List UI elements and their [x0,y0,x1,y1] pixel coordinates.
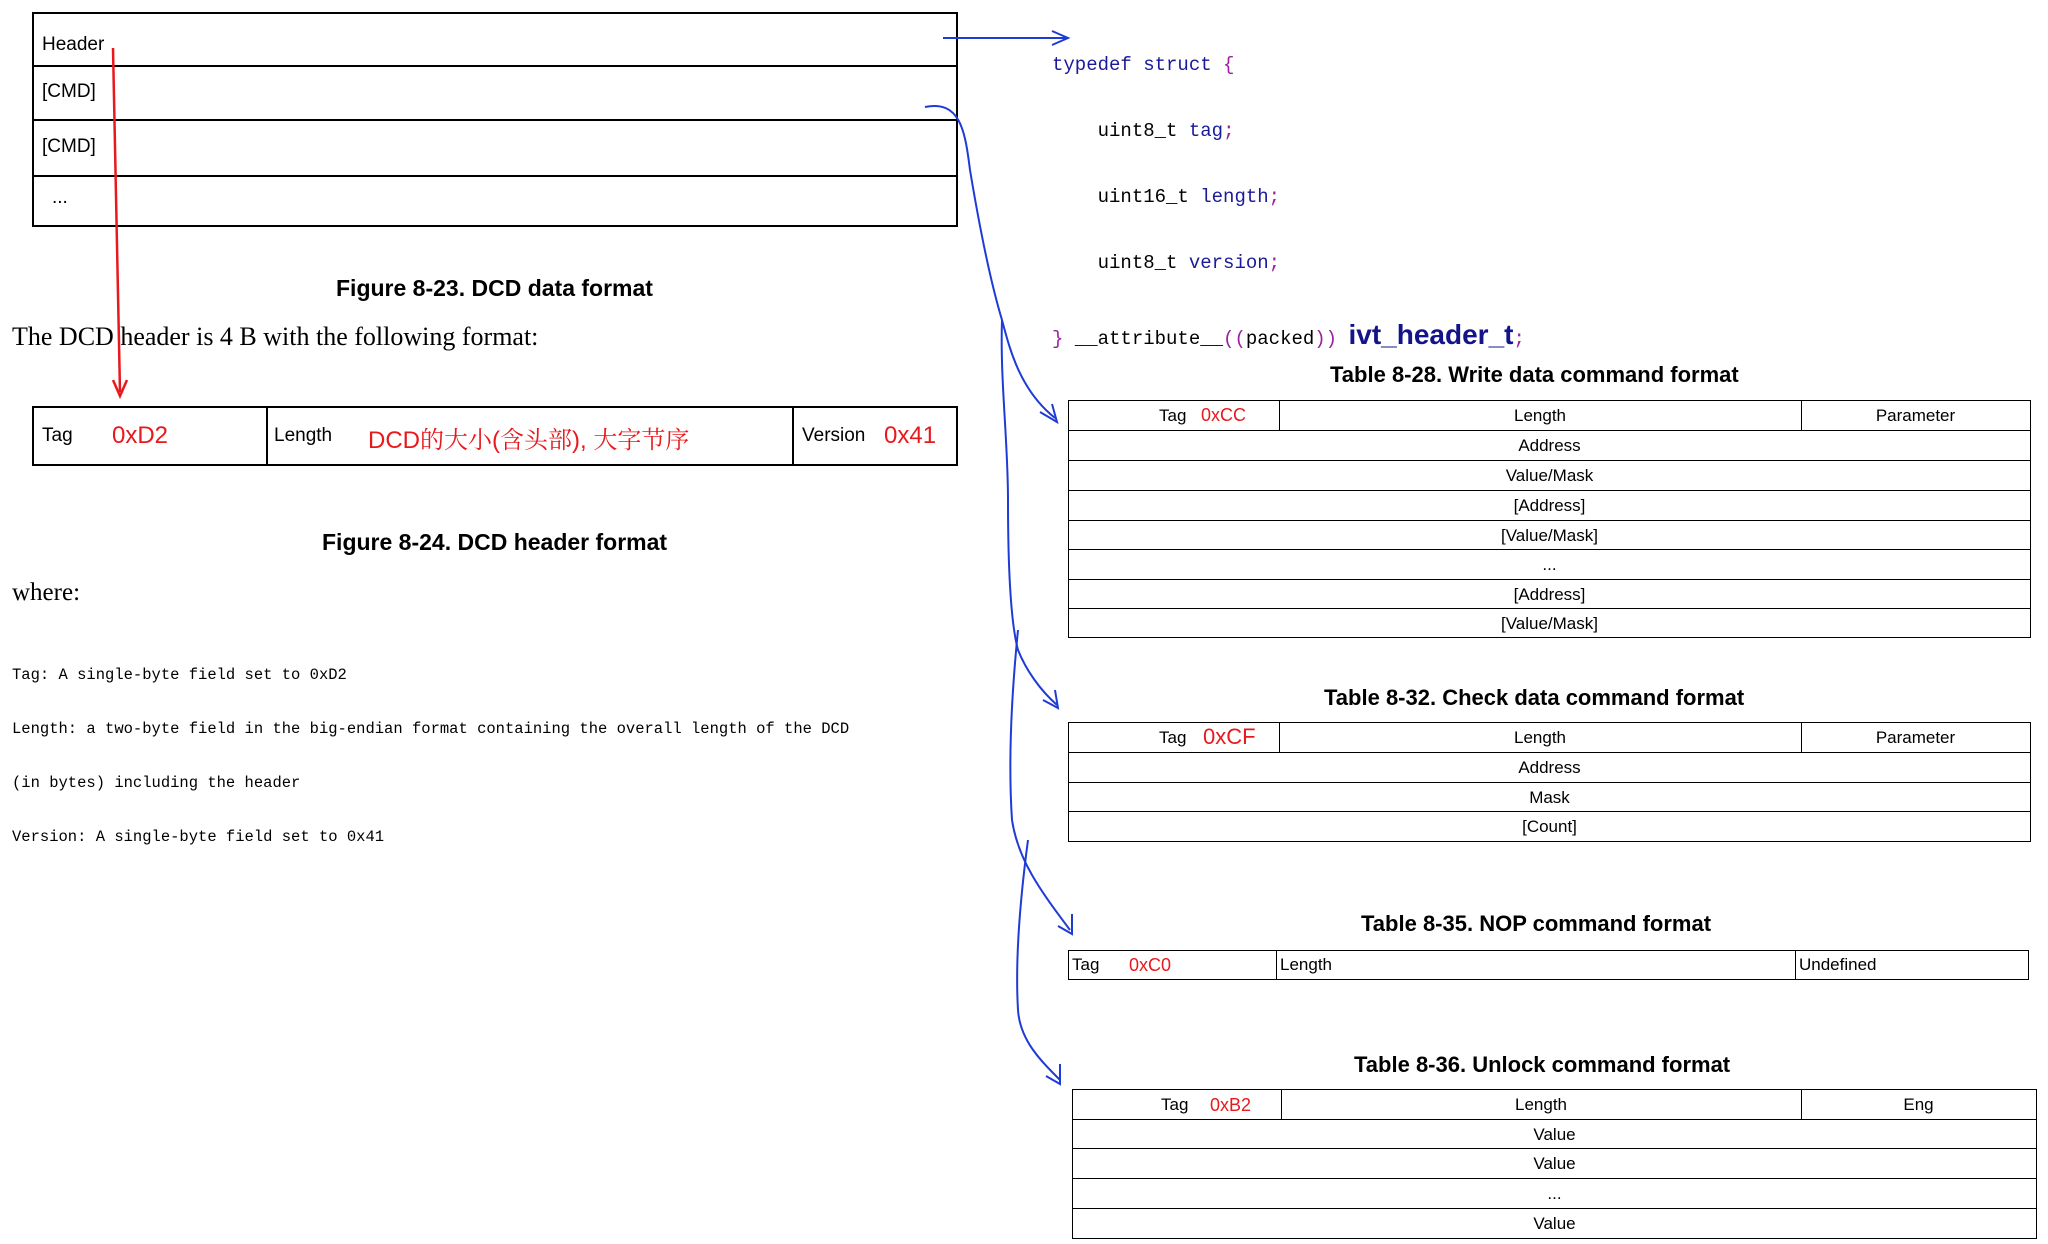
where-label: where: [12,579,81,606]
length-note-annotation: DCD的大小(含头部), 大字节序 [368,427,690,454]
semicolon: ; [1223,120,1235,142]
field-type: uint8_t [1097,252,1178,274]
definition-line: (in bytes) including the header [12,774,301,792]
tag-label: Tag [1159,406,1187,425]
red-arrow-header-to-tag [113,48,127,396]
table-caption-unlock: Table 8-36. Unlock command format [1354,1052,1731,1077]
table-row: Mask [1069,783,2030,812]
dcd-row-label: Header [42,34,105,55]
table-row: [Value/Mask] [1069,521,2030,550]
length-label: Length [274,425,333,446]
field-name: tag [1188,120,1224,142]
tag-label: Tag [1161,1095,1189,1114]
length-label: Length [1515,1095,1567,1114]
attribute-keyword: __attribute__ [1074,328,1224,350]
table-row: ... [1069,550,2030,580]
field-name: length [1200,186,1269,208]
tag-value-annotation: 0xC0 [1129,955,1172,975]
open-brace: { [1223,54,1235,76]
semicolon: ; [1268,252,1281,274]
field-type: uint16_t [1097,186,1189,208]
field-type: uint8_t [1097,120,1178,142]
close-brace: } [1052,328,1064,350]
dcd-row-label: [CMD] [42,81,96,102]
table-row: Value [1073,1149,2036,1179]
table-row: [Address] [1069,491,2030,521]
table-row: Value [1073,1120,2036,1149]
definition-line: Tag: A single-byte field set to 0xD2 [12,666,347,684]
parameter-label: Parameter [1875,406,1956,425]
tag-label: Tag [1072,955,1100,974]
definition-line: Version: A single-byte field set to 0x41 [12,828,385,846]
eng-label: Eng [1903,1095,1934,1114]
length-label: Length [1280,955,1332,974]
table-row: [Value/Mask] [1500,614,1598,633]
blue-arrow-cmd-to-tables [925,106,1072,1084]
tag-label: Tag [42,425,73,446]
length-label: Length [1514,406,1566,425]
typename: ivt_header_t [1348,319,1514,350]
dcd-row-label: ... [52,187,68,208]
definition-line: Length: a two-byte field in the big-endian format containing the overall length of the DCD [12,720,850,738]
tag-value-annotation: 0xB2 [1210,1095,1252,1115]
table-caption-write-data: Table 8-28. Write data command format [1330,362,1739,387]
typedef-keyword: typedef struct [1052,54,1212,76]
undefined-label: Undefined [1799,955,1877,974]
tag-value-annotation: 0xCC [1201,405,1247,425]
tag-value-annotation: 0xCF [1203,724,1256,749]
blue-arrow-to-struct [943,31,1068,45]
table-caption-nop: Table 8-35. NOP command format [1361,911,1712,936]
version-label: Version [802,425,866,446]
length-label: Length [1514,728,1566,747]
table-row: Address [1069,431,2030,461]
figure-caption-dcd-data: Figure 8-23. DCD data format [336,275,653,301]
intro-paragraph: The DCD header is 4 B with the following format: [12,322,539,351]
packed-keyword: packed [1245,328,1315,350]
tag-value-annotation: 0xD2 [112,422,169,449]
semicolon: ; [1513,328,1525,350]
code-line-close: } __attribute__((packed)) ivt_header_t; [1052,319,1525,350]
table-row: [Count] [1522,817,1577,836]
field-name: version [1188,252,1269,274]
table-row: Value/Mask [1069,461,2030,491]
version-value-annotation: 0x41 [884,422,937,449]
table-row: Address [1069,753,2030,783]
figure-caption-dcd-header: Figure 8-24. DCD header format [322,529,668,555]
table-caption-check-data: Table 8-32. Check data command format [1324,685,1745,710]
parameter-label: Parameter [1875,728,1956,747]
table-row: Value [1533,1214,1576,1233]
table-row: [Address] [1069,580,2030,609]
semicolon: ; [1268,186,1281,208]
dcd-row-label: [CMD] [42,136,96,157]
table-row: ... [1073,1179,2036,1209]
tag-label: Tag [1159,728,1187,747]
